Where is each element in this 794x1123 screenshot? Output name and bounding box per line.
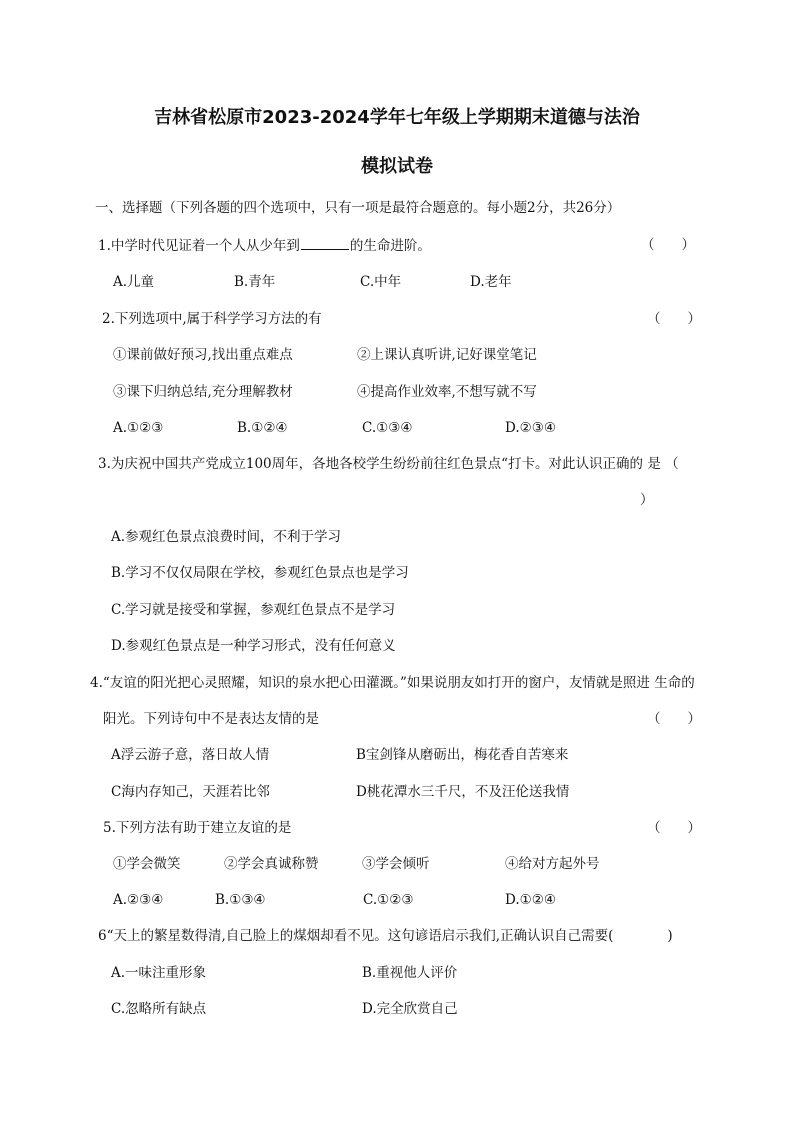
question-6-option-d: D.完全欣赏自己 [362,1001,458,1017]
question-5-item-1: ①学会微笑 [113,856,181,872]
question-5-option-d: D.①②④ [505,892,556,908]
question-3-option-b: B.学习不仅仅局限在学校，参观红色景点也是学习 [111,565,409,581]
question-3-option-a: A.参观红色景点浪费时间，不利于学习 [111,529,342,545]
question-2-paren: （ ） [647,311,701,327]
question-1-option-c: C.中年 [360,274,402,290]
question-1-stem [98,236,431,255]
question-3-option-c: C.学习就是接受和掌握，参观红色景点不是学习 [111,602,396,618]
page-title-line2: 模拟试卷 [361,156,433,177]
answer-blank [301,236,349,250]
question-4-option-d: D桃花潭水三千尺，不及汪伦送我情 [356,784,570,800]
question-1-stem-after: 的生命进阶。 [349,238,431,254]
page-title-line1: 吉林省松原市2023-2024学年七年级上学期期末道德与法治 [154,107,640,128]
question-2-option-d: D.②③④ [505,420,556,436]
question-5-stem: 5.下列方法有助于建立友谊的是 [103,820,292,836]
question-2-item-3: ③课下归纳总结,充分理解教材 [113,384,293,400]
section-heading: 一、选择题（下列各题的四个选项中，只有一项是最符合题意的。每小题2分，共26分） [95,200,621,216]
question-1-stem-before: 1.中学时代见证着一个人从少年到 [98,238,300,254]
question-5-option-a: A.②③④ [113,892,164,908]
question-2-option-a: A.①②③ [113,420,164,436]
question-3-option-d: D.参观红色景点是一种学习形式，没有任何意义 [111,638,396,654]
question-1-option-b: B.青年 [234,274,276,290]
question-1-option-a: A.儿童 [113,274,155,290]
question-4-option-c: C海内存知己，天涯若比邻 [111,784,270,800]
question-4-option-b: B宝剑锋从磨砺出，梅花香自苦寒来 [356,747,569,763]
question-4-stem-line2: 阳光。下列诗句中不是表达友情的是 [103,711,319,727]
question-6-option-c: C.忽略所有缺点 [111,1001,207,1017]
question-6-option-b: B.重视他人评价 [362,965,458,981]
question-6-stem: 6“天上的繁星数得清,自己脸上的煤烟却看不见。这句谚语启示我们,正确认识自己需要( ) [98,928,673,944]
question-4-paren: （ ） [647,711,701,727]
question-4-stem-line1: 4.“友谊的阳光把心灵照耀，知识的泉水把心田灌溉。”如果说朋友如打开的窗户，友情就是照进 生命的 [90,675,695,691]
question-2-option-b: B.①②④ [237,420,288,436]
question-5-option-c: C.①②③ [363,892,414,908]
question-2-item-2: ②上课认真听讲,记好课堂笔记 [357,347,537,363]
question-3-stem: 3.为庆祝中国共产党成立100周年，各地各校学生纷纷前往红色景点“打卡。对此认识正确的 是 （ [98,456,679,472]
question-2-item-1: ①课前做好预习,找出重点难点 [113,347,293,363]
question-4-option-a: A浮云游子意，落日故人情 [111,747,270,763]
question-1-paren: （ ） [641,237,695,253]
question-5-paren: （ ） [647,820,701,836]
question-5-option-b: B.①③④ [215,892,266,908]
question-6-option-a: A.一味注重形象 [111,965,207,981]
question-3-paren-close: ） [640,492,654,508]
question-5-item-2: ②学会真诚称赞 [224,856,319,872]
question-2-stem: 2.下列选项中,属于科学学习方法的有 [102,311,322,327]
question-5-item-3: ③学会倾听 [362,856,430,872]
question-2-option-c: C.①③④ [362,420,413,436]
question-2-item-4: ④提高作业效率,不想写就不写 [357,384,537,400]
question-5-item-4: ④给对方起外号 [505,856,600,872]
question-1-option-d: D.老年 [470,274,512,290]
